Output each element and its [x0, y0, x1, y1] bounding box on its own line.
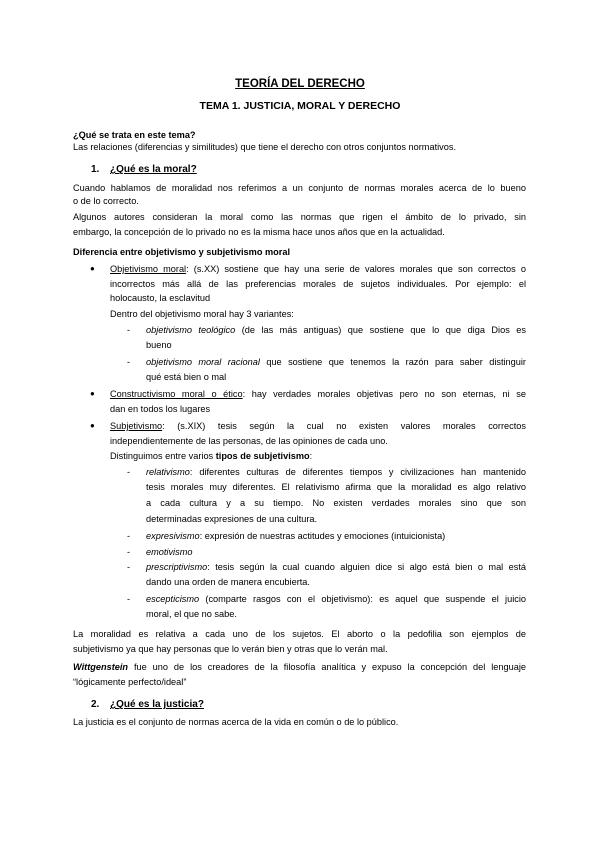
b1-dash2-line1 [146, 356, 526, 368]
bullet1-line3: holocausto, la esclavitud [110, 293, 211, 303]
intro-question: ¿Qué se trata en este tema? [73, 130, 196, 140]
b3-l3-b: tipos de subjetivismo [215, 451, 310, 461]
bullet1-line1 [110, 263, 526, 275]
bullet3-line2: independientemente de las personas, de las opiniones de cada uno. [110, 436, 388, 446]
b3-d5-line1 [146, 593, 526, 605]
dash-icon: - [127, 531, 131, 541]
s1-p1-line2: o de lo correcto. [73, 196, 139, 206]
section2-number: 2. [91, 699, 100, 710]
bullet1-rest: : (s.XX) sostiene que hay una serie de valores morales que son correctos o [186, 264, 526, 274]
section1-heading: ¿Qué es la moral? [110, 164, 197, 175]
title-text: TEORÍA DEL DERECHO [235, 78, 365, 90]
b3-d2-term: expresivismo [146, 531, 200, 541]
s1-p4-rest: fue uno de los creadores de la filosofía analítica y expuso la concepción del lenguaje [128, 662, 526, 672]
wittgenstein-name: Wittgenstein [73, 662, 129, 672]
b3-d5-line2: moral, el que no sabe. [146, 609, 237, 619]
section2-text: La justicia es el conjunto de normas acerca de la vida en común o de lo público. [73, 717, 399, 727]
bullet-icon: ● [90, 264, 95, 273]
section1-number: 1. [91, 164, 100, 175]
s1-p1-line1: Cuando hablamos de moralidad nos referimos a un conjunto de normas morales acerca de lo bueno [73, 183, 526, 193]
bullet2-line1 [110, 388, 526, 400]
dash-icon: - [127, 325, 131, 335]
b3-d4-rest: : tesis según la cual cuando alguien dice si algo está bien o mal está [207, 562, 526, 572]
bullet1-term: Objetivismo moral [110, 264, 187, 274]
b1-dash2-line2: qué está bien o mal [146, 372, 227, 382]
b3-d3-line1: emotivismo [146, 547, 193, 557]
s1-p4-line1 [73, 661, 526, 673]
b3-d1-line4: determinadas expresiones de una cultura. [146, 514, 318, 524]
b3-l3-c: : [309, 451, 313, 461]
intro-text: Las relaciones (diferencias y similitudes) que tiene el derecho con otros conjuntos normativos. [73, 142, 457, 152]
b1-d1-rest: (de las más antiguas) que sostiene que lo que diga Dios es [235, 325, 526, 335]
dash-icon: - [127, 357, 131, 367]
bullet2-rest: : hay verdades morales objetivas pero no son eternas, ni se [242, 389, 526, 399]
b3-d1-term: relativismo [146, 467, 190, 477]
bullet3-line1 [110, 420, 526, 432]
b1-dash1-line1 [146, 324, 526, 336]
page-subtitle: TEMA 1. JUSTICIA, MORAL Y DERECHO [199, 100, 401, 112]
s1-p2-line1: Algunos autores consideran la moral como las normas que rigen el ámbito de lo privado, sin [73, 212, 526, 222]
bullet3-line3 [110, 450, 312, 462]
bullet3-rest: : (s.XIX) tesis según la cual no existen valores morales correctos [162, 421, 526, 431]
b3-d5-rest: (comparte rasgos con el objetivismo): es aquel que suspende el juicio [199, 594, 526, 604]
dash-icon: - [127, 562, 131, 572]
page-title [0, 77, 600, 91]
b3-d1-line1 [146, 466, 526, 478]
b3-d4-line1 [146, 561, 526, 573]
b1-d2-term: objetivismo moral racional [146, 357, 260, 367]
b1-d2-rest: que sostiene que tenemos la razón para saber distinguir [259, 357, 526, 367]
b1-dash1-line2: bueno [146, 340, 172, 350]
dash-icon: - [127, 467, 131, 477]
b3-d4-term: prescriptivismo [146, 562, 208, 572]
b3-d2-rest: : expresión de nuestras actitudes y emociones (intuicionista) [199, 531, 446, 541]
bullet1-line2: incorrectos más allá de las preferencias morales de sujetos individuales. Por ejemplo: el [110, 279, 526, 289]
bullet1-line4: Dentro del objetivismo moral hay 3 variantes: [110, 309, 294, 319]
bullet2-line2: dan en todos los lugares [110, 404, 211, 414]
b3-d5-term: escepticismo [146, 594, 200, 604]
s1-p4-line2: “lógicamente perfecto/ideal” [73, 677, 187, 687]
b3-d4-line2: dando una orden de manera encubierta. [146, 577, 310, 587]
b3-d1-line3: a cada cultura y a su tiempo. No existen verdades morales sino que son [146, 498, 526, 508]
b3-l3-a: Distinguimos entre varios [110, 451, 216, 461]
b3-d1-line2: tesis morales muy diferentes. El relativismo afirma que la moralidad es algo relativo [146, 482, 526, 492]
b3-d1-rest: : diferentes culturas de diferentes tiempos y civilizaciones han mantenido [189, 467, 526, 477]
s1-p2-line2: embargo, la concepción de lo privado no es la misma hace unos años que en la actualidad. [73, 227, 445, 237]
bullet-icon: ● [90, 421, 95, 430]
diff-heading: Diferencia entre objetivismo y subjetivismo moral [73, 247, 290, 257]
bullet2-term: Constructivismo moral o ético [110, 389, 243, 399]
dash-icon: - [127, 594, 131, 604]
s1-p3-line1: La moralidad es relativa a cada uno de los sujetos. El aborto o la pedofilia son ejemplos de [73, 629, 526, 639]
bullet-icon: ● [90, 389, 95, 398]
dash-icon: - [127, 547, 131, 557]
s1-p3-line2: subjetivismo ya que hay personas que lo verán bien y otras que lo verán mal. [73, 644, 388, 654]
b3-d2-line1 [146, 530, 445, 542]
bullet3-term: Subjetivismo [110, 421, 163, 431]
b1-d1-term: objetivismo teológico [146, 325, 236, 335]
section2-heading: ¿Qué es la justicia? [110, 699, 204, 710]
